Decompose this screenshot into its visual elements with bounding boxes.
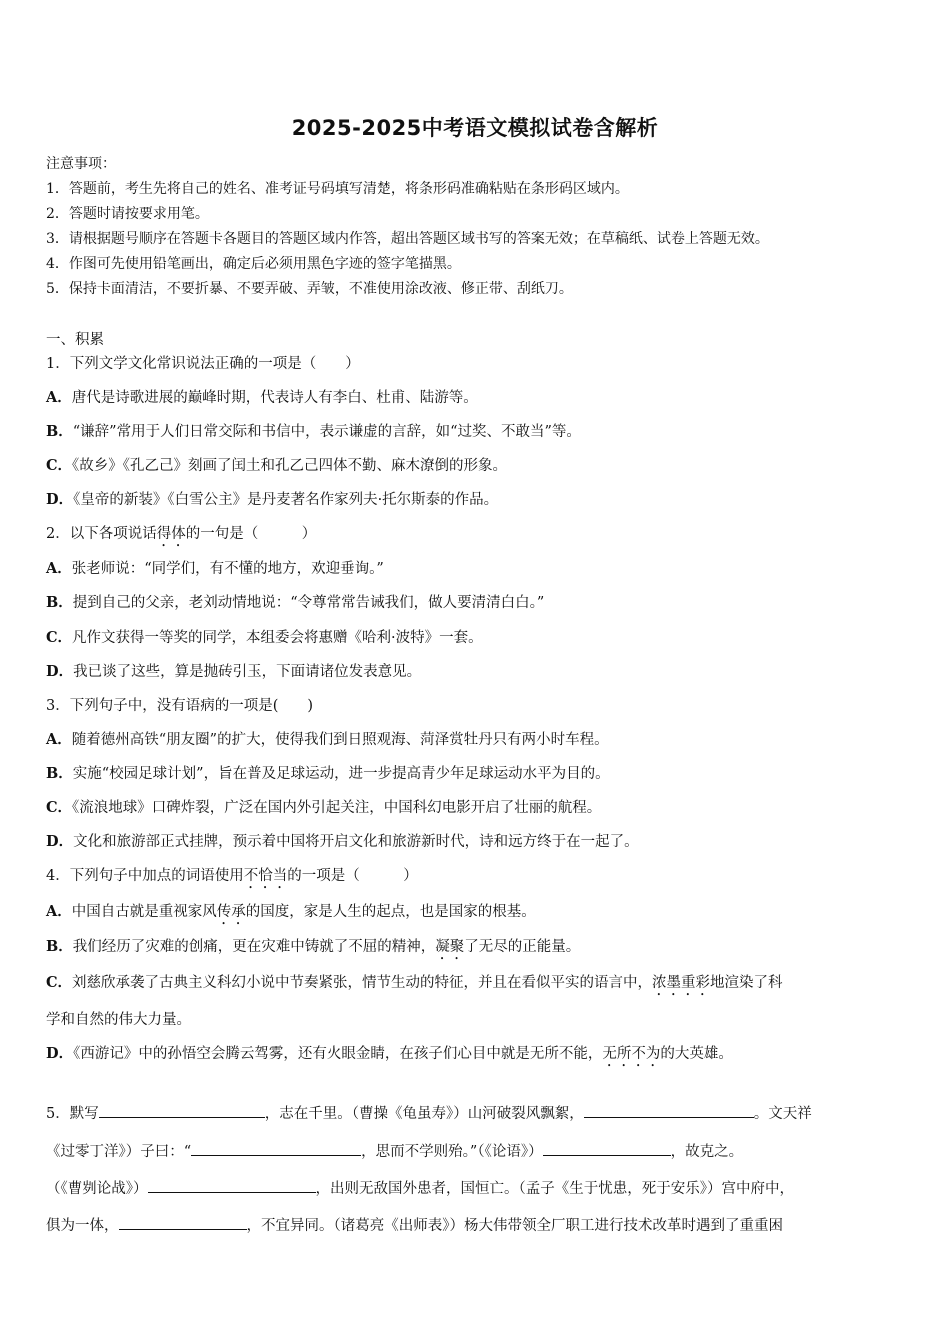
- question-2-option-a: A．张老师说：“同学们，有不懂的地方，欢迎垂询。”: [46, 560, 384, 577]
- answer-blank[interactable]: [119, 1215, 247, 1230]
- question-5-line-4: 俱为一体， ，不宜异同。（诸葛亮《出师表》）杨大伟带领全厂职工进行技术改革时遇到了重重困: [46, 1214, 783, 1235]
- question-2-option-b: B．提到自己的父亲，老刘动情地说：“令尊常常告诫我们，做人要清清白白。”: [46, 594, 545, 611]
- question-1-stem: 1．下列文学文化常识说法正确的一项是（ ）: [46, 356, 360, 372]
- question-5-line-1: 5．默写 ，志在千里。（曹操《龟虽寿》）山河破裂风飘絮， 。文天祥: [46, 1102, 812, 1123]
- notice-heading: 注意事项：: [46, 156, 116, 172]
- answer-blank[interactable]: [543, 1141, 671, 1156]
- answer-blank[interactable]: [584, 1103, 754, 1118]
- answer-blank[interactable]: [191, 1141, 361, 1156]
- question-4-option-c-continued: 学和自然的伟大力量。: [46, 1012, 191, 1028]
- question-1-option-b: B．“谦辞”常用于人们日常交际和书信中，表示谦虚的言辞，如“过奖、不敢当”等。: [46, 423, 581, 440]
- notice-item: 2．答题时请按要求用笔。: [46, 206, 209, 222]
- notice-item: 3．请根据题号顺序在答题卡各题目的答题区域内作答，超出答题区域书写的答案无效；在草稿纸、试卷上答题无效。: [46, 231, 769, 247]
- question-4-option-b: B．我们经历了灾难的创痛，更在灾难中铸就了不屈的精神，凝聚了无尽的正能量。: [46, 938, 581, 955]
- notice-item: 4．作图可先使用铅笔画出，确定后必须用黑色字迹的签字笔描黑。: [46, 256, 461, 272]
- question-3-option-c: C．《流浪地球》口碑炸裂，广泛在国内外引起关注，中国科幻电影开启了壮丽的航程。: [46, 799, 602, 816]
- section-heading: 一、积累: [46, 332, 104, 348]
- page-title: 2025-2025中考语文模拟试卷含解析: [291, 116, 659, 140]
- question-2-stem: 2．以下各项说话得体的一句是（ ）: [46, 526, 317, 542]
- notice-item: 1．答题前，考生先将自己的姓名、准考证号码填写清楚，将条形码准确粘贴在条形码区域内。: [46, 181, 629, 197]
- answer-blank[interactable]: [148, 1178, 316, 1193]
- question-5-line-2: 《过零丁洋》）子曰：“ ，思而不学则殆。”（《论语》） ，故克之。: [46, 1140, 743, 1161]
- question-4-option-a: A．中国自古就是重视家风传承的国度，家是人生的起点，也是国家的根基。: [46, 903, 536, 920]
- question-1-option-a: A．唐代是诗歌进展的巅峰时期，代表诗人有李白、杜甫、陆游等。: [46, 389, 478, 406]
- question-4-option-c: C．刘慈欣承袭了古典主义科幻小说中节奏紧张，情节生动的特征，并且在看似平实的语言中，浓墨重彩地渲染了科: [46, 974, 783, 991]
- question-3-stem: 3．下列句子中，没有语病的一项是( ): [46, 698, 314, 714]
- question-1-option-c: C．《故乡》《孔乙己》刻画了闰土和孔乙己四体不勤、麻木潦倒的形象。: [46, 457, 508, 474]
- question-3-option-b: B．实施“校园足球计划”，旨在普及足球运动，进一步提高青少年足球运动水平为目的。: [46, 765, 610, 782]
- notice-item: 5．保持卡面清洁，不要折暴、不要弄破、弄皱，不准使用涂改液、修正带、刮纸刀。: [46, 281, 573, 297]
- question-2-option-d: D．我已谈了这些，算是抛砖引玉，下面请诸位发表意见。: [46, 663, 422, 680]
- question-2-option-c: C．凡作文获得一等奖的同学，本组委会将惠赠《哈利·波特》一套。: [46, 629, 483, 646]
- question-3-option-d: D．文化和旅游部正式挂牌，预示着中国将开启文化和旅游新时代，诗和远方终于在一起了。: [46, 833, 639, 850]
- answer-blank[interactable]: [99, 1103, 265, 1118]
- question-4-option-d: D．《西游记》中的孙悟空会腾云驾雾，还有火眼金睛，在孩子们心目中就是无所不能，无所不为的大英雄。: [46, 1045, 733, 1062]
- question-5-line-3: （《曹刿论战》） ，出则无敌国外患者，国恒亡。（孟子《生于忧患，死于安乐》）宫中府中，: [46, 1177, 794, 1198]
- question-1-option-d: D．《皇帝的新装》《白雪公主》是丹麦著名作家列夫·托尔斯泰的作品。: [46, 491, 499, 508]
- question-4-stem: 4．下列句子中加点的词语使用不恰当的一项是（ ）: [46, 868, 418, 884]
- question-3-option-a: A．随着德州高铁“朋友圈”的扩大，使得我们到日照观海、菏泽赏牡丹只有两小时车程。: [46, 731, 609, 748]
